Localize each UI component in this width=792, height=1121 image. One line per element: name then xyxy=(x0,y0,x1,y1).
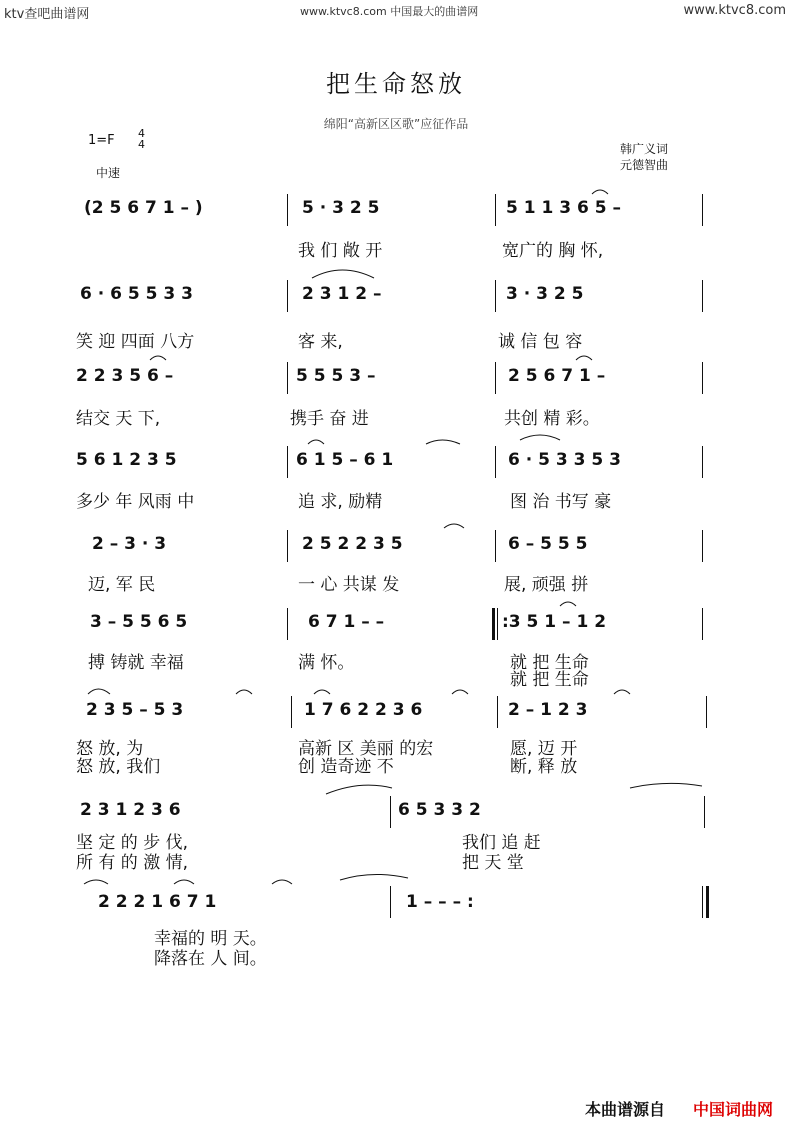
row7-measure1-notes: 2 3 5 – 5 3 xyxy=(86,700,184,720)
footer-source-name: 中国词曲网 xyxy=(693,1100,774,1119)
song-subtitle: 绵阳“高新区区歌”应征作品 xyxy=(323,117,469,131)
row6-measure2-lyrics: 满 怀。 xyxy=(298,653,355,673)
row5-measure2-lyrics: 一 心 共谋 发 xyxy=(298,575,400,595)
slur xyxy=(150,356,166,360)
tempo-marking: 中速 xyxy=(96,166,121,180)
row9-measure1-lyrics1: 幸福的 明 天。 xyxy=(154,929,267,949)
row3-measure1-lyrics: 结交 天 下, xyxy=(76,409,161,429)
slur xyxy=(592,190,608,194)
row1-measure2-notes: 5 · 3 2 5 xyxy=(302,198,380,218)
row8-measure1-notes: 2 3 1 2 3 6 xyxy=(80,800,181,820)
row4-measure2-notes: 6 1 5 – 6 1 xyxy=(296,450,394,470)
row4-measure1-lyrics: 多少 年 风雨 中 xyxy=(76,492,195,512)
row8-measure2-notes: 6 5 3 3 2 xyxy=(398,800,481,820)
row8-measure2-lyrics1: 我们 追 赶 xyxy=(462,833,541,853)
row6-measure1-notes: 3 – 5 5 6 5 xyxy=(90,612,188,632)
row5-measure1-notes: 2 – 3 · 3 xyxy=(92,534,167,554)
row3-measure1-notes: 2 2 3 5 6 – xyxy=(76,366,174,386)
row5-measure2-notes: 2 5 2 2 3 5 xyxy=(302,534,403,554)
row1-measure3-notes: 5 1 1 3 6 5 – xyxy=(506,198,621,218)
row2-measure3-lyrics: 诚 信 包 容 xyxy=(498,332,583,352)
slur xyxy=(312,270,374,278)
row3-measure2-notes: 5 5 5 3 – xyxy=(296,366,376,386)
row9-measure2-notes: 1 – – – : xyxy=(406,892,474,912)
row4-measure1-notes: 5 6 1 2 3 5 xyxy=(76,450,177,470)
row7-measure2-notes: 1 7 6 2 2 3 6 xyxy=(304,700,423,720)
slur xyxy=(444,524,464,528)
row2-measure2-notes: 2 3 1 2 – xyxy=(302,284,382,304)
row6-measure3-lyrics1: 就 把 生命 xyxy=(510,653,589,673)
row8-measure1-lyrics2: 所 有 的 激 情, xyxy=(76,853,189,873)
watermark-top-right: www.ktvc8.com xyxy=(683,3,786,18)
slur xyxy=(174,880,194,884)
row7-measure1-lyrics2: 怒 放, 我们 xyxy=(76,757,161,777)
row4-measure3-notes: 6 · 5 3 3 5 3 xyxy=(508,450,621,470)
row7-measure2-lyrics1: 高新 区 美丽 的宏 xyxy=(298,739,434,759)
row9-measure1-notes: 2 2 2 1 6 7 1 xyxy=(98,892,217,912)
row8-measure2-lyrics2: 把 天 堂 xyxy=(462,853,524,873)
row8-measure1-lyrics1: 坚 定 的 步 伐, xyxy=(76,833,189,853)
row2-measure2-lyrics: 客 来, xyxy=(298,332,343,352)
song-title: 把生命怒放 xyxy=(326,70,466,98)
meter-bottom: 4 xyxy=(138,138,145,151)
tie-left xyxy=(326,785,392,794)
slur xyxy=(236,690,252,694)
lyricist-credit: 韩广义词 xyxy=(620,142,669,156)
row2-measure1-notes: 6 · 6 5 5 3 3 xyxy=(80,284,193,304)
tie-right xyxy=(630,783,702,788)
row3-measure3-notes: 2 5 6 7 1 – xyxy=(508,366,606,386)
row6-measure3-lyrics2: 就 把 生命 xyxy=(510,670,589,690)
row7-measure2-lyrics2: 创 造奇迹 不 xyxy=(298,757,394,777)
slur xyxy=(426,440,460,444)
row4-measure2-lyrics: 追 求, 励精 xyxy=(298,492,383,512)
slur xyxy=(520,435,560,440)
key-signature: 1=F xyxy=(88,133,115,148)
slur xyxy=(272,880,292,884)
row6-measure2-notes: 6 7 1 – – xyxy=(308,612,385,632)
slur xyxy=(614,690,630,694)
slur xyxy=(314,690,330,694)
row5-measure3-notes: 6 – 5 5 5 xyxy=(508,534,588,554)
row3-measure3-lyrics: 共创 精 彩。 xyxy=(504,409,600,429)
row7-measure3-lyrics2: 断, 释 放 xyxy=(510,757,578,777)
row7-measure3-notes: 2 – 1 2 3 xyxy=(508,700,588,720)
row9-measure1-lyrics2: 降落在 人 间。 xyxy=(154,949,267,969)
row2-measure1-lyrics: 笑 迎 四面 八方 xyxy=(76,332,195,352)
watermark-top-left: ktv查吧曲谱网 xyxy=(4,7,90,22)
row1-measure2-lyrics: 我 们 敞 开 xyxy=(298,241,383,261)
watermark-top-center: www.ktvc8.com 中国最大的曲谱网 xyxy=(300,5,479,18)
slur xyxy=(452,690,468,694)
row6-measure3-notes: :3 5 1 – 1 2 xyxy=(502,612,607,632)
row2-measure3-notes: 3 · 3 2 5 xyxy=(506,284,584,304)
slur xyxy=(560,602,576,606)
meter-top: 4 xyxy=(138,127,145,140)
row1-measure1-notes: (2 5 6 7 1 – ) xyxy=(84,198,203,218)
slur xyxy=(576,356,592,360)
tie xyxy=(340,874,408,880)
slur xyxy=(88,689,110,694)
row6-measure1-lyrics: 搏 铸就 幸福 xyxy=(88,653,184,673)
footer-source-label: 本曲谱源自 xyxy=(585,1100,666,1119)
row3-measure2-lyrics: 携手 奋 进 xyxy=(290,409,369,429)
row5-measure1-lyrics: 迈, 军 民 xyxy=(88,575,156,595)
slur xyxy=(84,880,108,884)
row7-measure3-lyrics1: 愿, 迈 开 xyxy=(510,739,578,759)
row4-measure3-lyrics: 图 治 书写 豪 xyxy=(510,492,612,512)
slur xyxy=(308,440,324,444)
row7-measure1-lyrics1: 怒 放, 为 xyxy=(76,739,144,759)
row1-measure3-lyrics: 宽广的 胸 怀, xyxy=(502,241,604,261)
composer-credit: 元德智曲 xyxy=(620,158,669,172)
row5-measure3-lyrics: 展, 顽强 拼 xyxy=(504,575,589,595)
